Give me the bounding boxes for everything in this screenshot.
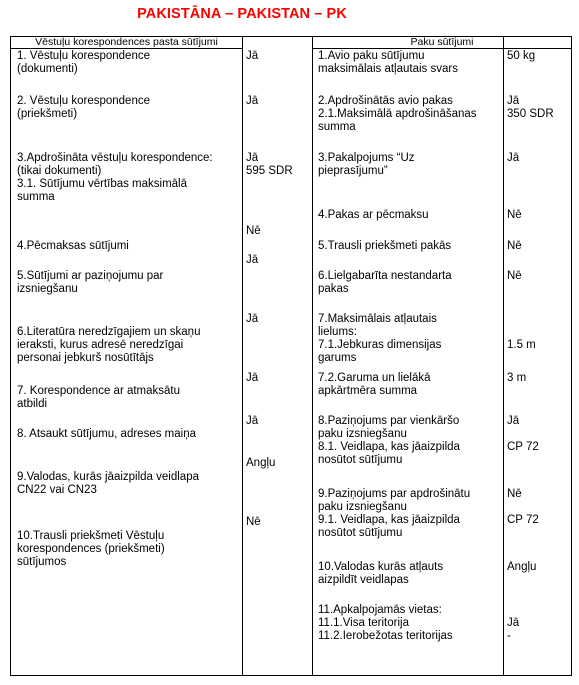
letter-item-label: 4.Pēcmaksas sūtījumi xyxy=(17,240,129,252)
letter-item-label: 10.Trausli priekšmeti Vēstuļu korespondences (priekšmeti) sūtījumos xyxy=(17,530,165,568)
parcel-item-value: 50 kg xyxy=(507,50,536,62)
parcel-item-label: 7.Maksimālais atļautais lielums: 7.1.Jebkuras dimensijas garums xyxy=(318,313,442,364)
letter-item-label: 7. Korespondence ar atmaksātu atbildi xyxy=(17,385,181,410)
letter-item-value: Jā xyxy=(246,313,259,325)
parcel-item-label: 3.Pakalpojums “Uz pieprasījumu” xyxy=(318,152,415,177)
letter-item-value: Jā xyxy=(246,372,259,384)
parcel-item-value: 3 m xyxy=(507,372,527,384)
letter-item-value: Jā xyxy=(246,415,259,427)
parcel-item-label: 5.Trausli priekšmeti pakās xyxy=(318,240,452,252)
letter-item-value: Jā xyxy=(246,50,259,62)
parcel-item-label: 7.2.Garuma un lielākā apkārtmēra summa xyxy=(318,372,431,397)
column-divider xyxy=(503,36,504,676)
letter-item-value: Nē xyxy=(246,516,261,528)
parcel-item-value: Jā - xyxy=(507,617,520,642)
parcel-item-value: Jā xyxy=(507,152,520,164)
letter-item-label: 9.Valodas, kurās jāaizpilda veidlapa CN22 vai CN23 xyxy=(17,471,199,496)
parcel-item-value: Nē xyxy=(507,270,522,282)
parcel-item-label: 1.Avio paku sūtījumu maksimālais atļautais svars xyxy=(318,50,458,75)
parcel-item-value: Angļu xyxy=(507,561,537,573)
letter-post-header: Vēstuļu korespondences pasta sūtījumi xyxy=(35,37,218,48)
parcel-item-label: 10.Valodas kurās atļauts aizpildīt veidlapas xyxy=(318,561,444,586)
parcel-item-label: 6.Lielgabarīta nestandarta pakas xyxy=(318,270,452,295)
parcel-item-value: 1.5 m xyxy=(507,339,536,351)
parcel-item-value: Nē xyxy=(507,240,522,252)
parcel-item-label: 2.Apdrošinātās avio pakas 2.1.Maksimālā apdrošināšanas summa xyxy=(318,95,477,133)
letter-item-label: 8. Atsaukt sūtījumu, adreses maiņa xyxy=(17,428,196,440)
page-title: PAKISTĀNA – PAKISTAN – PK xyxy=(137,6,347,22)
parcel-item-value: Jā CP 72 xyxy=(507,415,539,453)
parcel-item-value: Jā 350 SDR xyxy=(507,95,554,120)
parcel-item-label: 11.Apkalpojamās vietas: 11.1.Visa teritorija 11.2.Ierobežotas teritorijas xyxy=(318,604,453,642)
letter-item-value: Jā 595 SDR xyxy=(246,152,293,177)
letter-item-value: Jā xyxy=(246,254,259,266)
parcel-item-label: 8.Paziņojums par vienkāršo paku izsniegšanu 8.1. Veidlapa, kas jāaizpilda nosūtot sūtījumu xyxy=(318,415,460,466)
letter-item-label: 3.Apdrošināta vēstuļu korespondence: (tikai dokumenti) 3.1. Sūtījumu vērtības maksimālā summa xyxy=(17,152,213,203)
parcel-item-label: 4.Pakas ar pēcmaksu xyxy=(318,209,429,221)
column-divider xyxy=(242,36,243,676)
letter-item-label: 2. Vēstuļu korespondence (priekšmeti) xyxy=(17,95,150,120)
header-rule-right xyxy=(312,48,572,49)
letter-item-label: 5.Sūtījumi ar paziņojumu par izsniegšanu xyxy=(17,270,164,295)
parcel-item-value: Nē xyxy=(507,209,522,221)
column-divider xyxy=(312,36,313,676)
letter-item-label: 1. Vēstuļu korespondence (dokumenti) xyxy=(17,50,150,75)
parcels-header: Paku sūtījumi xyxy=(410,37,474,48)
header-rule-left xyxy=(10,48,243,49)
letter-item-value: Angļu xyxy=(246,457,276,469)
parcel-item-value: Nē CP 72 xyxy=(507,488,539,526)
letter-item-value: Jā xyxy=(246,95,259,107)
letter-item-value: Nē xyxy=(246,225,261,237)
letter-item-label: 6.Literatūra neredzīgajiem un skaņu ieraksti, kurus adresē neredzīgai personai jebkurš nosūtītājs xyxy=(17,326,201,364)
parcel-item-label: 9.Paziņojums par apdrošinātu paku izsniegšanu 9.1. Veidlapa, kas jāaizpilda nosūtot sūtījumu xyxy=(318,488,471,539)
